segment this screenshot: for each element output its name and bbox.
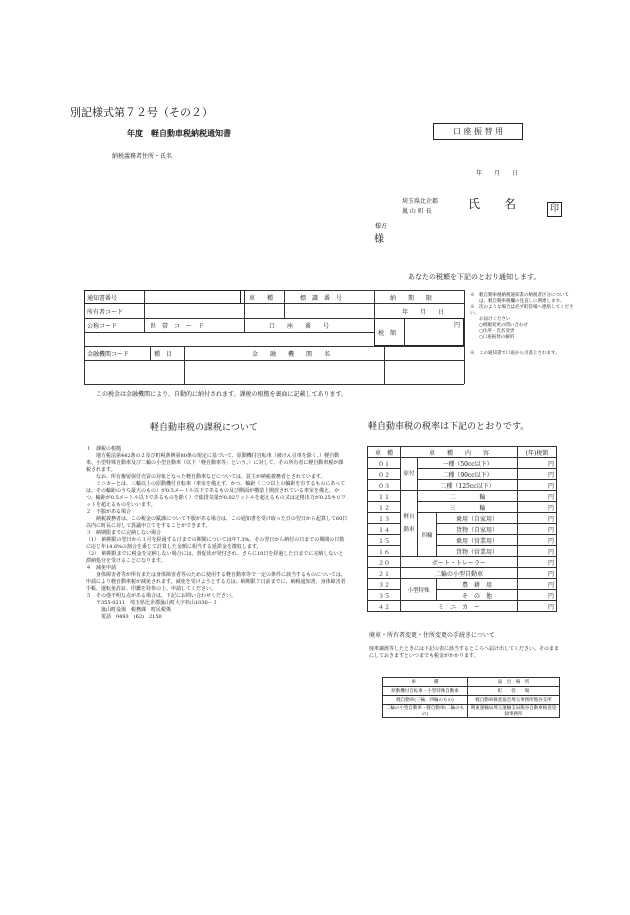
table-row: ２１ 二輪の小型自動車 円 <box>368 568 557 579</box>
table-row: ３５ そ の 他 円 <box>368 590 557 601</box>
right-heading: 軽自動車税の税率は下記のとおりです。 <box>368 422 530 432</box>
table-row: ０２ 二種（90cc以下） 円 <box>368 469 557 480</box>
page-title: 年度 軽自動車税納税通知書 <box>127 128 231 138</box>
yen-unit: 円 <box>454 322 461 329</box>
side-notes: ※ 軽自動車税納税通知書の納税者区分について は、軽自動車税欄の見直しに関連します。 ※ 次のような場合は必ず町役場へ連絡してください。 お届けください ○税額変更の問い合わせ ○住所・氏名変更 ○口座振替の解約 ※ この通知書で口座から引落とされます。 <box>470 293 574 356</box>
table-row: １５ 乗用（営業用） 円 <box>368 535 557 546</box>
tax-explanation: １ 課税の根拠 地方税法第442条の２及び町税条例第80条の規定に基づいて、原動機付自転車（被けん引車を除く。）軽自動車、小型特殊自動車及び二輪の小型自動車（以下「軽自動車等」という。）に対して、その所有者に軽自動車税が課税されます。 なお、所有権留保付売買の対象となった軽自動車などについては、買主が納税義務者とされています。 ミニカーとは、三輪以上の原動機付自転車（車室を備えず、かつ、輪距（二つ以上の輪距を有するものにあっては、その輪距のうち最大のもの）が0.5メートル以下であるもの及び側面が構造上開放されている車室を備え、かつ、輪距が0.5メートル以下であるものを除く）で総排気量が0.02リットルを超えるもの又は定格出力が0.25キロワットを超えるものをいいます。 ２ 不服がある場合 納税義務者は、この税金の賦課について不服がある場合は、この通知書を受け取った日の翌日から起算して60日以内に町長に対して異議申立てをすることができます。 ３ 納期限までに完納しない場合 （1） 納期限の翌日から１月を経過する日までの期間については年7.3%、その翌日から納付の日までの期間の日数に応じ年14.6%の割合を乗じて計算した金額に相当する延滞金を徴収します。 （2） 納期限までに税金を完納しない場合には、督促状が発付され、さらに10日を経過した日までに完納しないと滞納処分を受けることになります。 ４ 減免申請 身体障害者等が所有または身体障害者等のために使用する軽自動車等で一定の条件に該当するものについては、申請により軽自動車税が減免されます。減免を受けようとする方は、納期限７日前までに、納税通知書、身体障害者手帳、運転免許証、印鑑を持参の上、申請してください。 ５ その他不明な点がある場合は、下記にお問い合わせください。 〒355-0211 埼玉県比企郡嵐山町大字杉山1030－１ 嵐山町役場 税務課 町民税係 電話 0493 (62) 2150 <box>86 446 348 620</box>
taxpayer-label: 納税義務者住所・氏名 <box>112 153 173 160</box>
vehicle-label: 車 種 <box>249 295 274 302</box>
table-row: ０３ 二種（125cc以下） 円 <box>368 480 557 491</box>
change-text: 廃車譲渡等したときには下記の表に該当するところへ届け出してください。そのままにしておきますといつまでも税金がかかります。 <box>369 646 560 659</box>
table-row: １６ 貨物（営業用） 円 <box>368 546 557 557</box>
sama: 様 <box>374 234 384 245</box>
issuer-name: 氏 名 <box>468 197 517 211</box>
account-type-label: 種 目 <box>154 351 173 358</box>
form-id: 別記様式第７２号（その２） <box>70 106 213 119</box>
table-row: 軽自動車(三輪、四輪のもの) 軽自動車検査協会埼玉事務所熊谷支所 <box>383 696 560 705</box>
notice-no-label: 通知書番号 <box>87 295 118 302</box>
table-row: ３２ 小型特殊 農 耕 用 円 <box>368 579 557 590</box>
filing-office-table: 車 種 届 出 場 所 原動機付自転車・小型特殊自動車 町 役 場 軽自動車(三輪、四輪のもの) 軽自動車検査協会埼玉事務所熊谷支所 二輪の小型自動車・軽自動車(二輪のもの) 関東運輸局埼玉運輸支局熊谷自動車検査登録事務所 <box>382 677 560 718</box>
issuer-org: 埼玉県比企郡 <box>402 198 439 205</box>
issuer-role: 嵐 山 町 長 <box>402 208 432 215</box>
issuer-seal <box>547 196 562 217</box>
tax-form-grid <box>84 290 464 384</box>
owner-code-label: 所有者コード <box>87 309 124 316</box>
table-row: １４ 貨物（自家用） 円 <box>368 524 557 535</box>
table-row: １３ 四輪 乗用（自家用） 円 <box>368 513 557 524</box>
bank-name-label: 金 融 機 関 名 <box>252 351 331 358</box>
table-row: ０１ 原付 一種（50cc以下） 円 <box>368 458 557 469</box>
account-no-label: 口 座 番 号 <box>269 323 330 330</box>
issue-date: 年 月 日 <box>476 170 519 177</box>
plate-no-label: 標 識 番 号 <box>300 295 343 302</box>
table-row: ４２ ミ ニ カ ー 円 <box>368 601 557 612</box>
deadline-label: 納 期 限 <box>390 295 433 302</box>
bank-code-label: 金融機関コード <box>87 351 130 358</box>
table-row: １２ 三 輪 円 <box>368 502 557 513</box>
table-row: 二輪の小型自動車・軽自動車(二輪のもの) 関東運輸局埼玉運輸支局熊谷自動車検査登録事務所 <box>383 705 560 718</box>
due-date: 年 月 日 <box>402 309 445 316</box>
table-row: １１ 軽自動車 二 輪 円 <box>368 491 557 502</box>
tax-amount-label: 税 額 <box>378 330 397 337</box>
payment-method-badge: 口 座 振 替 用 <box>433 123 523 140</box>
household-code-label: 世 帯 コ ー ド <box>150 323 205 330</box>
left-heading: 軽自動車税の課税について <box>150 423 258 433</box>
public-code-label: 公称コード <box>87 323 118 330</box>
tax-rate-table: 車 種 車 種 内 容 (年)税額 ０１ 原付 一種（50cc以下） 円 ０２ 二種（90cc以下） 円 ０３ 二種（125cc以下） 円 １１ 軽自動車 二 輪 円 １２ 三 輪 円 １３ 四輪 乗用（自家用） 円 １４ 貨物（自家用） 円 １５ 乗用（営業用） 円 １６ 貨物（営業用） 円 ２０ ボート・トレーラー 円 ２１ 二輪の小型自動車 円 ３２ 小型特殊 農 耕 用 円 ３５ そ の 他 円 ４２ ミ ニ カ ー 円 <box>367 446 557 612</box>
sama-small: 様方 <box>375 223 388 230</box>
change-heading: 廃車・所有者変更・住所変更の手続きについて <box>369 632 495 639</box>
table-row: ２０ ボート・トレーラー 円 <box>368 557 557 568</box>
table-row: 原動機付自転車・小型特殊自動車 町 役 場 <box>383 687 560 696</box>
auto-debit-note: この税金は金融機関により、自動的に納付されます。課税の根拠を裏面に記載してあります。 <box>96 391 348 398</box>
seal-icon: 印 <box>547 202 562 217</box>
notice-text: あなたの税額を下記のとおり通知します。 <box>408 273 541 281</box>
